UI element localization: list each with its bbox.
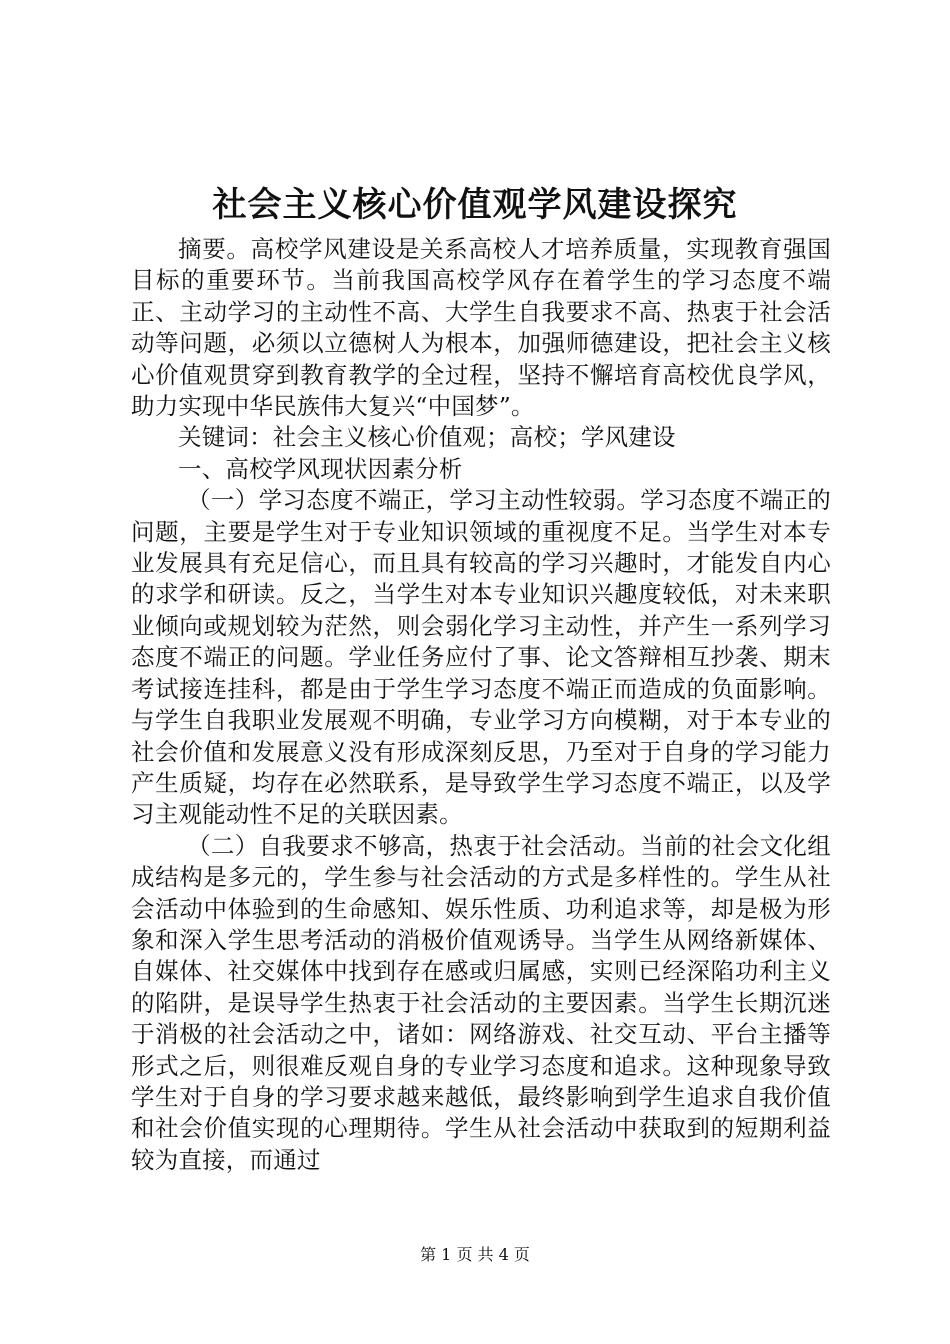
body-paragraph: （一）学习态度不端正，学习主动性较弱。学习态度不端正的问题，主要是学生对于专业知识领域的重视度不足。当学生对本专业发展具有充足信心，而且具有较高的学习兴趣时，才能发自内心的求学和研读。反之，当学生对本专业知识兴趣度较低，对未来职业倾向或规划较为茫然，则会弱化学习主动性，并产生一系列学习态度不端正的问题。学业任务应付了事、论文答辩相互抄袭、期末考试接连挂科，都是由于学生学习态度不端正而造成的负面影响。与学生自我职业发展观不明确，专业学习方向模糊，对于本专业的社会价值和发展意义没有形成深刻反思，乃至对于自身的学习能力产生质疑，均存在必然联系，是导致学生学习态度不端正，以及学习主观能动性不足的关联因素。 (131, 486, 831, 829)
section-heading: 一、高校学风现状因素分析 (178, 454, 463, 483)
page-footer: 第 1 页 共 4 页 (420, 1245, 530, 1264)
abstract-paragraph: 摘要。高校学风建设是关系高校人才培养质量，实现教育强国目标的重要环节。当前我国高校学风存在着学生的学习态度不端正、主动学习的主动性不高、大学生自我要求不高、热衷于社会活动等问题，必须以立德树人为根本，加强师德建设，把社会主义核心价值观贯穿到教育教学的全过程，坚持不懈培育高校优良学风，助力实现中华民族伟大复兴“中国梦”。 (131, 235, 831, 421)
document-body (131, 234, 831, 1176)
keywords-paragraph: 关键词：社会主义核心价值观；高校；学风建设 (178, 423, 676, 452)
document-title: 社会主义核心价值观学风建设探究 (212, 185, 738, 225)
body-paragraph: （二）自我要求不够高，热衷于社会活动。当前的社会文化组成结构是多元的，学生参与社会活动的方式是多样性的。学生从社会活动中体验到的生命感知、娱乐性质、功利追求等，却是极为形象和深入学生思考活动的消极价值观诱导。当学生从网络新媒体、自媒体、社交媒体中找到存在感或归属感，实则已经深陷功利主义的陷阱，是误导学生热衷于社会活动的主要因素。当学生长期沉迷于消极的社会活动之中，诸如：网络游戏、社交互动、平台主播等形式之后，则很难反观自身的专业学习态度和追求。这种现象导致学生对于自身的学习要求越来越低，最终影响到学生追求自我价值和社会价值实现的心理期待。学生从社会活动中获取到的短期利益较为直接，而通过 (131, 831, 831, 1174)
